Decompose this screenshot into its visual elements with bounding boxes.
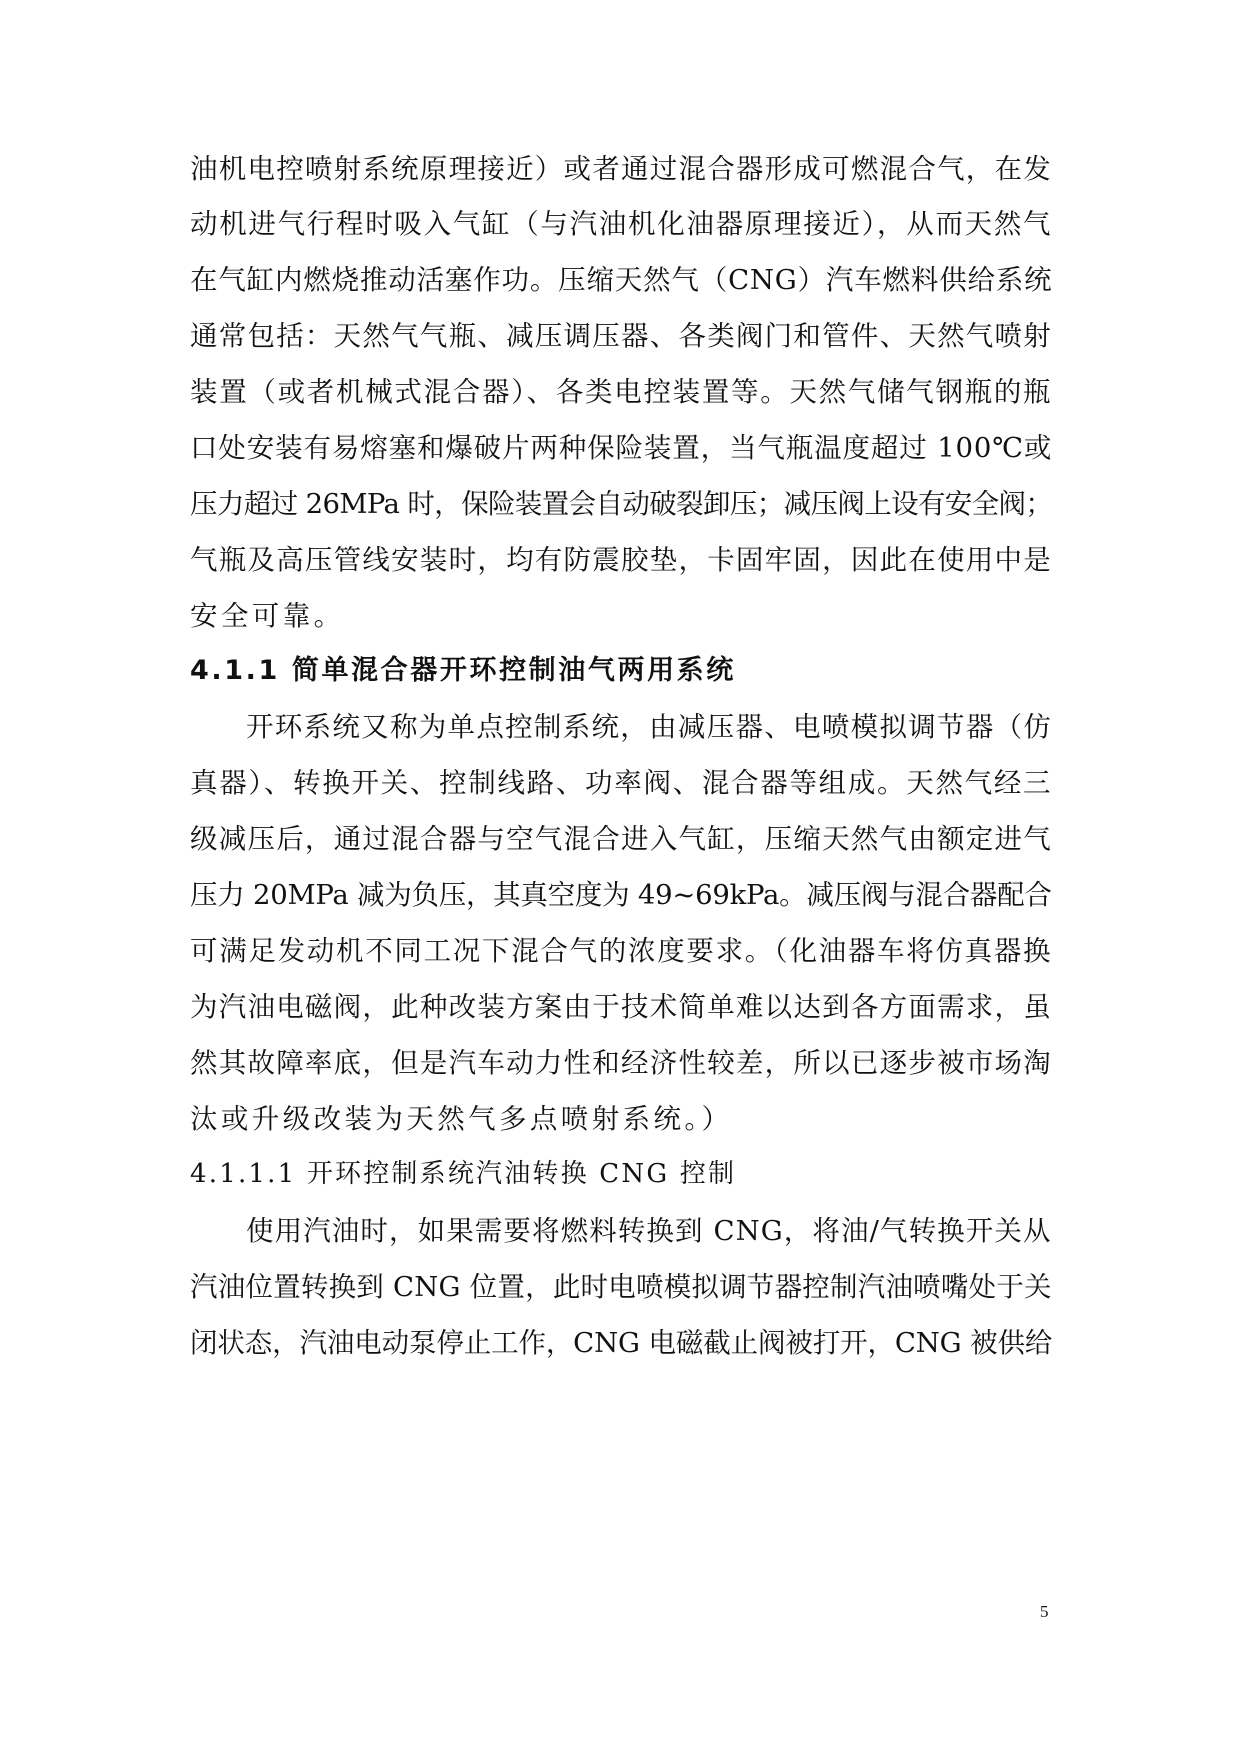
text-line: 为汽油电磁阀，此种改装方案由于技术简单难以达到各方面需求，虽 (190, 991, 1052, 1023)
text-line: 装置（或者机械式混合器）、各类电控装置等。天然气储气钢瓶的瓶 (190, 376, 1053, 408)
text-line: 闭状态，汽油电动泵停止工作，CNG 电磁截止阀被打开，CNG 被供给 (190, 1327, 1053, 1359)
text-line: 级减压后，通过混合器与空气混合进入气缸，压缩天然气由额定进气 (190, 823, 1052, 855)
text-line: 压力超过 26MPa 时，保险装置会自动破裂卸压；减压阀上设有安全阀； (190, 488, 1053, 520)
text-line: 气瓶及高压管线安装时，均有防震胶垫，卡固牢固，因此在使用中是 (190, 544, 1052, 576)
text-line: 动机进气行程时吸入气缸（与汽油机化油器原理接近），从而天然气 (190, 208, 1053, 240)
text-line: 使用汽油时，如果需要将燃料转换到 CNG，将油/气转换开关从 (246, 1215, 1052, 1247)
text-line: 然其故障率底，但是汽车动力性和经济性较差，所以已逐步被市场淘 (190, 1047, 1052, 1079)
text-line: 汽油位置转换到 CNG 位置，此时电喷模拟调节器控制汽油喷嘴处于关 (190, 1271, 1052, 1303)
text-line: 开环系统又称为单点控制系统，由减压器、电喷模拟调节器（仿 (246, 711, 1053, 743)
text-line: 油机电控喷射系统原理接近）或者通过混合器形成可燃混合气，在发 (190, 153, 1052, 185)
text-line: 压力 20MPa 减为负压，其真空度为 49~69kPa。减压阀与混合器配合 (190, 879, 1052, 911)
text-line: 通常包括：天然气气瓶、减压调压器、各类阀门和管件、天然气喷射 (190, 320, 1052, 352)
text-line: 口处安装有易熔塞和爆破片两种保险装置，当气瓶温度超过 100℃或 (190, 432, 1053, 464)
text-line: 可满足发动机不同工况下混合气的浓度要求。（化油器车将仿真器换 (190, 935, 1053, 967)
text-line: 真器）、转换开关、控制线路、功率阀、混合器等组成。天然气经三 (190, 767, 1053, 799)
section-heading: 4.1.1 简单混合器开环控制油气两用系统 (190, 655, 736, 686)
text-line: 在气缸内燃烧推动活塞作功。压缩天然气（CNG）汽车燃料供给系统 (190, 264, 1053, 296)
page-number: 5 (1040, 1602, 1049, 1621)
text-line: 汰或升级改装为天然气多点喷射系统。） (190, 1103, 733, 1135)
text-line: 安全可靠。 (190, 600, 345, 632)
subsection-heading: 4.1.1.1 开环控制系统汽油转换 CNG 控制 (190, 1159, 737, 1189)
